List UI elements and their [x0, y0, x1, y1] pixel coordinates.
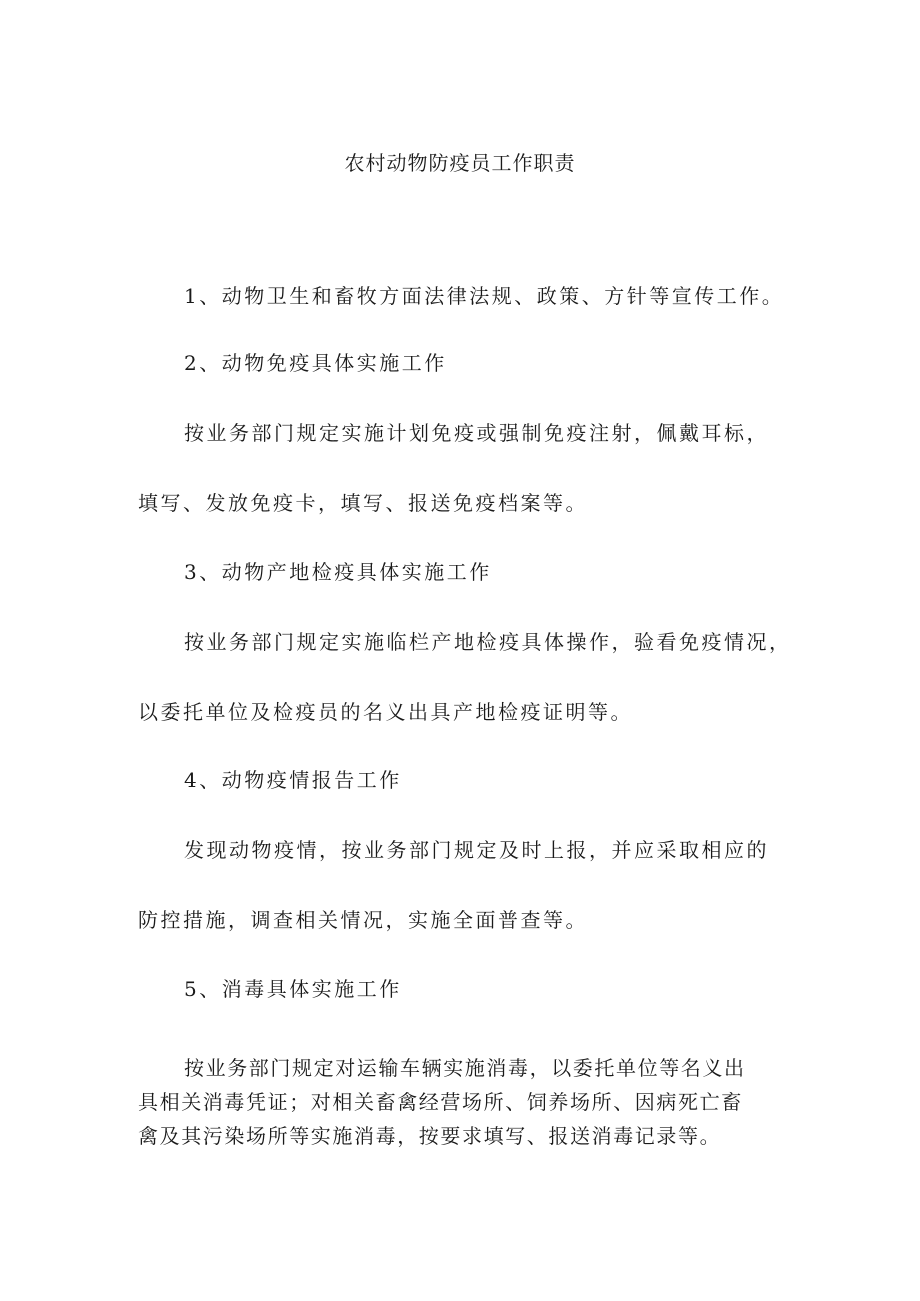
item-3-heading: 3、动物产地检疫具体实施工作 [184, 560, 492, 584]
item-2-body-line-1: 按业务部门规定实施计划免疫或强制免疫注射，佩戴耳标， [184, 421, 769, 445]
item-2-heading: 2、动物免疫具体实施工作 [184, 351, 447, 375]
item-3-body-line-1: 按业务部门规定实施临栏产地检疫具体操作，验看免疫情况， [184, 630, 792, 654]
item-3-body-line-2: 以委托单位及检疫员的名义出具产地检疫证明等。 [138, 700, 633, 724]
item-1-heading: 1、动物卫生和畜牧方面法律法规、政策、方针等宣传工作。 [184, 284, 785, 308]
item-5-body-line-3: 禽及其污染场所等实施消毒，按要求填写、报送消毒记录等。 [138, 1124, 722, 1148]
item-2-body-line-2: 填写、发放免疫卡，填写、报送免疫档案等。 [138, 491, 588, 515]
item-4-heading: 4、动物疫情报告工作 [184, 768, 402, 792]
item-5-body-line-2: 具相关消毒凭证；对相关畜禽经营场所、饲养场所、因病死亡畜 [138, 1090, 743, 1114]
item-4-body-line-2: 防控措施，调查相关情况，实施全面普查等。 [138, 908, 588, 932]
item-5-heading: 5、消毒具体实施工作 [184, 977, 402, 1001]
item-5-body-line-1: 按业务部门规定对运输车辆实施消毒，以委托单位等名义出 [184, 1056, 746, 1080]
item-4-body-line-1: 发现动物疫情，按业务部门规定及时上报，并应采取相应的 [184, 838, 769, 862]
page-title: 农村动物防疫员工作职责 [344, 151, 576, 175]
